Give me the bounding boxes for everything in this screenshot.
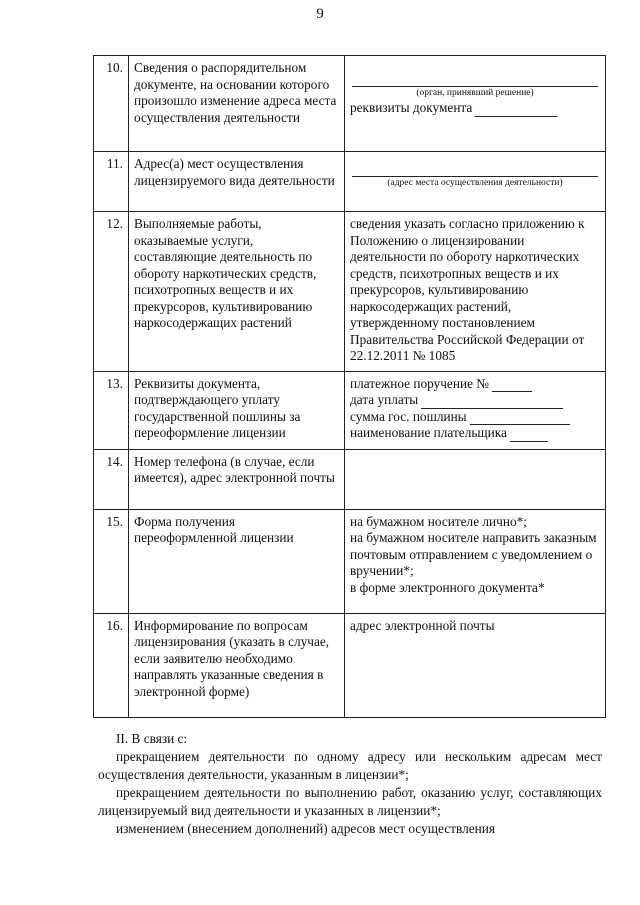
row-label: Адрес(а) мест осуществления лицензируемого вида деятельности bbox=[129, 152, 345, 212]
fee-amount-input-line[interactable] bbox=[470, 412, 570, 425]
row-value bbox=[345, 371, 606, 449]
document-details-input-line[interactable] bbox=[475, 104, 557, 117]
page-number: 9 bbox=[316, 6, 324, 22]
authority-input-line[interactable] bbox=[352, 72, 598, 87]
reason-item: прекращением деятельности по выполнению работ, оказанию услуг, составляющих лицензируемый вид деятельности и указанных в лицензии*; bbox=[98, 785, 602, 818]
table-row bbox=[94, 56, 606, 152]
payment-date-input-line[interactable] bbox=[421, 396, 563, 409]
field-label: дата уплаты bbox=[350, 392, 419, 407]
row-number: 13. bbox=[94, 371, 129, 449]
table-row bbox=[94, 449, 606, 509]
table-row bbox=[94, 371, 606, 449]
reason-item: прекращением деятельности по одному адресу или нескольким адресам мест осуществления деятельности, указанным в лицензии*; bbox=[98, 749, 602, 782]
table-row bbox=[94, 152, 606, 212]
row-value[interactable] bbox=[345, 449, 606, 509]
option-item[interactable]: в форме электронного документа* bbox=[350, 579, 545, 595]
row-value bbox=[345, 56, 606, 152]
field-caption: (орган, принявший решение) bbox=[416, 88, 534, 98]
field-caption: (адрес места осуществления деятельности) bbox=[387, 178, 563, 188]
row-label: Реквизиты документа, подтверждающего уплату государственной пошлины за переоформление лицензии bbox=[129, 371, 345, 449]
payer-name-input-line[interactable] bbox=[510, 429, 548, 442]
row-number: 12. bbox=[94, 212, 129, 372]
row-label: Форма получения переоформленной лицензии bbox=[129, 509, 345, 613]
table-row bbox=[94, 212, 606, 372]
section-heading: II. В связи с: bbox=[116, 731, 188, 746]
row-value: сведения указать согласно приложению к Положению о лицензировании деятельности по обороту наркотических средств, психотропных веществ и их прекурсоров, культивированию наркосодержащих растений, утвержденному постановлением Правительства Российской Федерации от 22.12.2011 № 1085 bbox=[345, 212, 606, 372]
form-table bbox=[93, 55, 606, 718]
row-label: Сведения о распорядительном документе, на основании которого произошло изменение адреса места осуществления деятельности bbox=[129, 56, 345, 152]
reason-item: изменением (внесением дополнений) адресов мест осуществления bbox=[116, 821, 495, 836]
field-label: платежное поручение № bbox=[350, 375, 489, 391]
row-number: 11. bbox=[94, 152, 129, 212]
row-number: 14. bbox=[94, 449, 129, 509]
row-number: 16. bbox=[94, 613, 129, 717]
row-number: 10. bbox=[94, 56, 129, 152]
row-label: Выполняемые работы, оказываемые услуги, составляющие деятельность по обороту наркотических средств, психотропных веществ и их прекурсоров, культивированию наркосодержащих растений bbox=[129, 212, 345, 372]
row-label: Номер телефона (в случае, если имеется), адрес электронной почты bbox=[129, 449, 345, 509]
field-label: сумма гос. пошлины bbox=[350, 408, 467, 424]
option-item[interactable]: на бумажном носителе лично*; bbox=[350, 513, 527, 529]
row-value bbox=[345, 509, 606, 613]
row-number: 15. bbox=[94, 509, 129, 613]
section-reasons bbox=[98, 730, 602, 838]
table-row bbox=[94, 509, 606, 613]
field-label: реквизиты документа bbox=[350, 100, 473, 115]
row-label: Информирование по вопросам лицензирования (указать в случае, если заявителю необходимо направлять указанные сведения в электронной форме) bbox=[129, 613, 345, 717]
payment-order-input-line[interactable] bbox=[492, 379, 532, 392]
table-row bbox=[94, 613, 606, 717]
address-input-line[interactable] bbox=[352, 162, 598, 177]
field-label: наименование плательщика bbox=[350, 425, 507, 440]
option-item[interactable]: на бумажном носителе направить заказным почтовым отправлением с уведомлением о вручении*; bbox=[350, 530, 597, 578]
row-value bbox=[345, 152, 606, 212]
row-value: адрес электронной почты bbox=[345, 613, 606, 717]
